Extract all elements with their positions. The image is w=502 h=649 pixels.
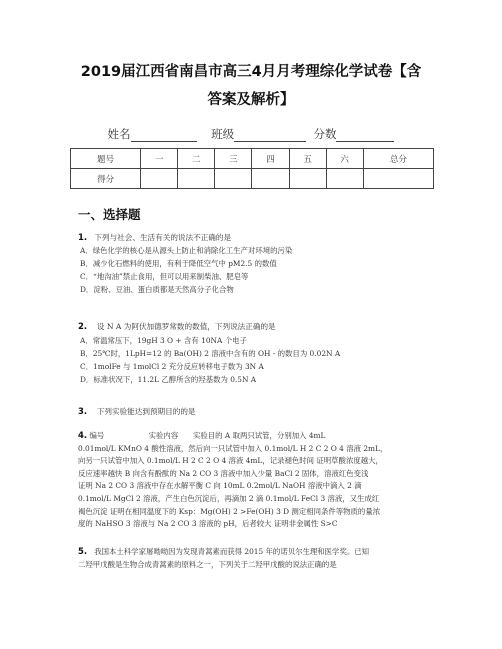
question-5 <box>78 546 369 571</box>
question-number: 2. <box>78 322 88 332</box>
question-4-line-4: 反应速率越快 B 向含有酚酞的 Na 2 CO 3 溶液中加入少量 BaCl 2 固体，溶液红色变浅 <box>78 468 369 478</box>
score-cell <box>141 169 178 189</box>
score-cell <box>363 169 433 189</box>
question-stem: 设 N A 为阿伏加德罗常数的数值，下列说法正确的是 <box>96 322 276 331</box>
score-header-cell: 二 <box>178 149 215 169</box>
question-4-line-5: 证明 Na 2 CO 3 溶液中存在水解平衡 C 向 10mL 0.2mol/L NaOH 溶液中滴入 2 滴 <box>78 481 362 491</box>
question-4-line-6: 0.1mol/L MgCl 2 溶液，产生白色沉淀后，再滴加 2 滴 0.1mol/L FeCl 3 溶液，又生成红 <box>78 493 380 503</box>
question-1 <box>78 232 231 244</box>
score-header-cell: 五 <box>289 149 326 169</box>
score-table-score-row <box>71 169 434 189</box>
question-stem: 下列与社会、生活有关的说法不正确的是 <box>94 233 232 242</box>
name-label: 姓名 <box>107 127 131 141</box>
question-text: 编号 实验内容 实验目的 A 取两只试管，分别加入 4mL <box>89 431 326 440</box>
question-2-option-c: C．1molFe 与 1molCl 2 充分反应转移电子数为 3N A <box>80 362 264 371</box>
score-table <box>70 148 434 189</box>
section-title: 一、选择题 <box>78 207 141 222</box>
question-1-option-d: D．淀粉、豆油、蛋白质都是天然高分子化合物 <box>80 285 234 294</box>
score-header-cell: 一 <box>141 149 178 169</box>
question-2-option-d: D．标准状况下，11.2L 乙醇所含的羟基数为 0.5N A <box>80 375 257 384</box>
score-header-cell: 三 <box>215 149 252 169</box>
score-header-cell: 题号 <box>71 149 141 169</box>
question-4-line-7: 褐色沉淀 证明在相同温度下的 Ksp：Mg(OH) 2 >Fe(OH) 3 D 测定相同条件等物质的量浓 <box>78 506 381 516</box>
question-number: 1. <box>78 233 88 243</box>
class-label: 班级 <box>211 127 235 141</box>
question-1-option-b: B．减少化石燃料的使用，有利于降低空气中 pM2.5 的数值 <box>80 259 277 268</box>
question-4 <box>78 430 387 531</box>
title-line-2: 答案及解析】 <box>207 92 295 108</box>
student-info-line <box>0 126 502 142</box>
question-5-line-1 <box>78 546 369 559</box>
score-label: 分数 <box>313 127 337 141</box>
question-4-line-2: 0.01mol/L KMnO 4 酸性溶液，然后向一只试管中加入 0.1mol/L H 2 C 2 O 4 溶液 2mL， <box>78 443 388 453</box>
question-number: 4. <box>78 431 88 441</box>
score-cell <box>289 169 326 189</box>
question-5-line-2: 二羟甲戊酸是生物合成青蒿素的原料之一，下列关于二羟甲戊酸的说法正确的是 <box>78 559 337 569</box>
question-2 <box>78 321 276 333</box>
title-line-1: 2019届江西省南昌市高三4月月考理综化学试卷【含 <box>80 64 422 80</box>
class-blank <box>234 129 306 142</box>
question-4-line-3: 向另一只试管中加入 0.1mol/L H 2 C 2 O 4 溶液 4mL，记录褪色时间 证明草酸浓度越大， <box>78 456 383 466</box>
question-2-option-a: A．常温常压下，19gH 3 O + 含有 10NA 个电子 <box>80 336 247 345</box>
question-2-option-b: B．25℃时，1LpH=12 的 Ba(OH) 2 溶液中含有的 OH - 的数目为 0.02N A <box>80 349 341 358</box>
question-text: 我国本土科学家屠呦呦因为发现青蒿素而获得 2015 年的诺贝尔生理和医学奖。已知 <box>94 547 370 556</box>
question-4-line-1 <box>78 430 387 443</box>
score-header-cell: 总分 <box>363 149 433 169</box>
name-blank <box>131 129 197 142</box>
question-stem: 下列实验能达到预期目的的是 <box>96 407 196 416</box>
score-cell <box>252 169 289 189</box>
score-header-cell: 四 <box>252 149 289 169</box>
question-1-option-c: C．“地沟油”禁止食用，但可以用来制柴油、肥皂等 <box>80 272 249 281</box>
score-table-header-row <box>71 149 434 169</box>
score-cell <box>178 169 215 189</box>
score-cell <box>215 169 252 189</box>
document-title <box>40 58 462 114</box>
question-number: 3. <box>78 407 88 417</box>
score-cell <box>326 169 363 189</box>
score-row-label: 得分 <box>71 169 141 189</box>
question-number: 5. <box>78 547 88 557</box>
score-header-cell: 六 <box>326 149 363 169</box>
question-3 <box>78 406 196 418</box>
question-4-line-8: 度的 NaHSO 3 溶液与 Na 2 CO 3 溶液的 pH，后者较大 证明非金属性 S>C <box>78 519 338 529</box>
score-blank <box>336 129 394 142</box>
question-1-option-a: A．绿色化学的核心是从源头上防止和消除化工生产对环境的污染 <box>80 246 293 255</box>
